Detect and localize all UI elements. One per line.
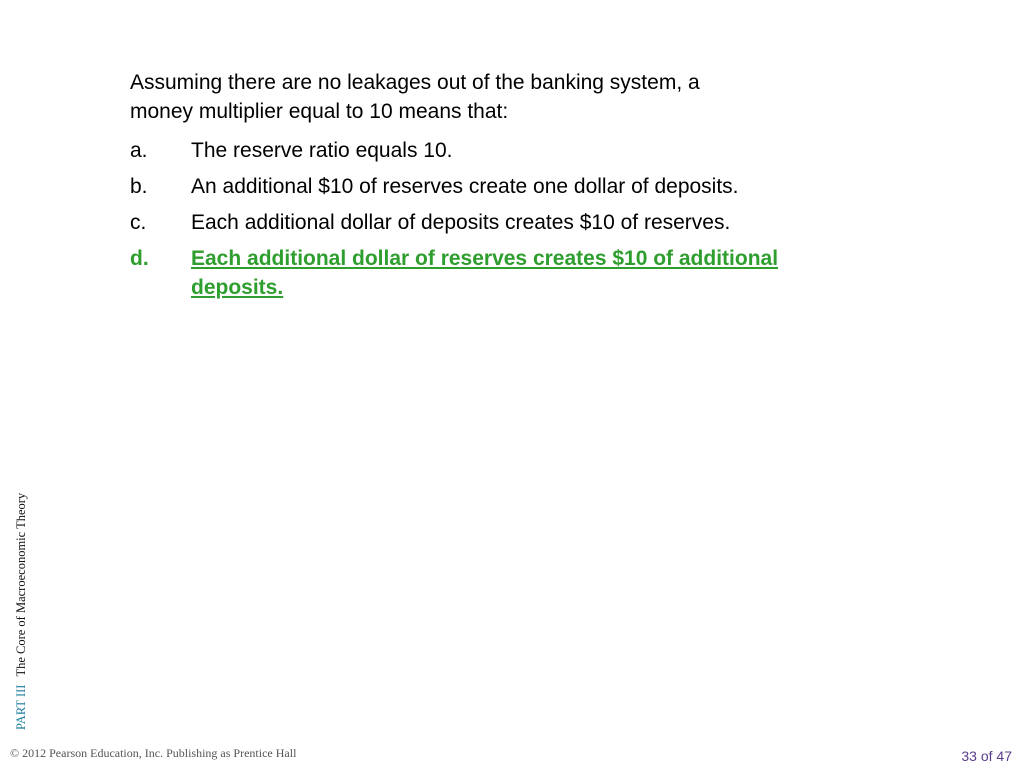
part-number: PART III xyxy=(14,684,28,730)
part-side-label xyxy=(14,493,29,730)
option-b xyxy=(130,172,850,201)
answer-options xyxy=(130,136,850,309)
option-b-text: An additional $10 of reserves create one dollar of deposits. xyxy=(191,175,739,198)
part-title: The Core of Macroeconomic Theory xyxy=(14,492,28,677)
page-number: 33 of 47 xyxy=(961,748,1012,764)
option-d-letter: d. xyxy=(130,247,149,270)
option-c-letter: c. xyxy=(130,211,147,234)
option-b-letter: b. xyxy=(130,175,148,198)
option-a-text: The reserve ratio equals 10. xyxy=(191,139,453,162)
option-a xyxy=(130,136,850,165)
option-d-correct xyxy=(130,244,850,302)
question-line-1: Assuming there are no leakages out of the banking system, a xyxy=(130,71,700,94)
copyright-footer: © 2012 Pearson Education, Inc. Publishing as Prentice Hall xyxy=(10,746,297,760)
option-a-letter: a. xyxy=(130,139,148,162)
option-c-text: Each additional dollar of deposits creates $10 of reserves. xyxy=(191,211,731,234)
option-c xyxy=(130,208,850,237)
question-line-2: money multiplier equal to 10 means that: xyxy=(130,100,509,123)
question-text xyxy=(130,68,850,126)
option-d-text: Each additional dollar of reserves creates $10 of additional deposits. xyxy=(191,247,779,299)
